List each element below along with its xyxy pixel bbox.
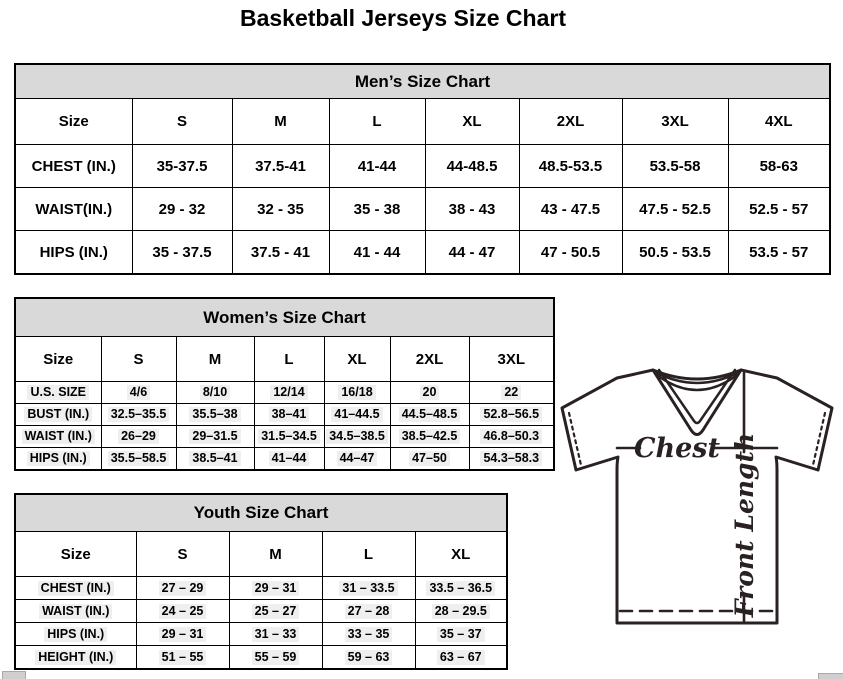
cell-value: 31.5–34.5 [258,429,320,444]
header-cell: M [229,532,322,577]
header-cell: 3XL [622,99,728,145]
cell-value: 46.8–50.3 [480,429,542,444]
size-cell [229,646,322,670]
table-row [15,382,554,404]
header-cell: S [136,532,229,577]
header-cell: XL [425,99,519,145]
size-cell: 53.5 - 57 [728,231,830,275]
size-cell [390,426,469,448]
cell-value: CHEST (IN.) [38,581,114,596]
cell-value: 27 – 29 [159,581,207,596]
jersey-measurement-diagram [556,364,843,638]
size-cell [176,404,254,426]
cell-value: 28 – 29.5 [432,604,490,619]
cell-value: 31 – 33 [252,627,300,642]
size-cell: 35-37.5 [132,145,232,188]
size-cell [415,600,507,623]
header-cell: 3XL [469,337,554,382]
size-cell [101,404,176,426]
size-cell: 41 - 44 [329,231,425,275]
cell-value: 51 – 55 [159,650,207,665]
header-cell: L [329,99,425,145]
cell-value: 29 – 31 [252,581,300,596]
size-cell [469,448,554,471]
row-label [15,646,136,670]
cell-value: 12/14 [270,385,307,400]
page-bottom-fragment-right [818,673,843,679]
size-cell [390,448,469,471]
size-cell [176,382,254,404]
cell-value: 59 – 63 [345,650,393,665]
table-row [15,426,554,448]
cell-value: 33.5 – 36.5 [426,581,495,596]
size-cell: 47.5 - 52.5 [622,188,728,231]
size-cell [469,382,554,404]
table-row [15,448,554,471]
cell-value: 16/18 [338,385,375,400]
row-label [15,577,136,600]
cell-value: 31 – 33.5 [339,581,397,596]
size-cell: 44-48.5 [425,145,519,188]
header-cell: 2XL [390,337,469,382]
cell-value: 35 – 37 [437,627,485,642]
cell-value: 63 – 67 [437,650,485,665]
size-cell [254,404,324,426]
cell-value: HEIGHT (IN.) [35,650,116,665]
size-cell: 52.5 - 57 [728,188,830,231]
size-cell [176,426,254,448]
table-row [15,188,830,231]
size-cell [469,404,554,426]
size-cell [415,623,507,646]
size-cell [136,646,229,670]
size-cell [229,600,322,623]
cell-value: 54.3–58.3 [480,451,542,466]
size-cell [101,448,176,471]
cell-value: 25 – 27 [252,604,300,619]
header-cell: XL [324,337,390,382]
cell-value: 47–50 [409,451,450,466]
size-cell: 53.5-58 [622,145,728,188]
cell-value: 29 – 31 [159,627,207,642]
header-cell: XL [415,532,507,577]
size-cell [324,404,390,426]
table-row [15,145,830,188]
cell-value: 4/6 [127,385,150,400]
size-cell [322,646,415,670]
page-title: Basketball Jerseys Size Chart [239,5,566,31]
size-cell: 43 - 47.5 [519,188,622,231]
cell-value: U.S. SIZE [27,385,89,400]
header-cell: 2XL [519,99,622,145]
chest-label: Chest [634,433,720,464]
size-cell [229,577,322,600]
table-row [15,231,830,275]
row-label: WAIST(IN.) [15,188,132,231]
cell-value: 26–29 [118,429,159,444]
header-cell: Size [15,532,136,577]
header-cell: M [232,99,329,145]
header-cell: S [132,99,232,145]
table-row [15,404,554,426]
womens-size-table [14,297,555,471]
size-cell [324,426,390,448]
size-cell [415,646,507,670]
size-cell: 38 - 43 [425,188,519,231]
size-cell [101,382,176,404]
front-length-label: Front Length [730,432,759,618]
table-row [15,494,507,532]
row-label: HIPS (IN.) [15,231,132,275]
size-cell [390,382,469,404]
size-cell: 44 - 47 [425,231,519,275]
header-cell: Size [15,99,132,145]
size-cell [136,623,229,646]
header-cell: M [176,337,254,382]
header-cell: L [254,337,324,382]
row-label [15,623,136,646]
row-label [15,600,136,623]
header-cell: S [101,337,176,382]
table-row [15,577,507,600]
size-cell: 32 - 35 [232,188,329,231]
row-label [15,404,101,426]
cell-value: 35.5–38 [189,407,240,422]
cell-value: 34.5–38.5 [326,429,388,444]
cell-value: HIPS (IN.) [44,627,107,642]
cell-value: 38.5–41 [189,451,240,466]
cell-value: HIPS (IN.) [27,451,90,466]
header-cell: Size [15,337,101,382]
row-label [15,382,101,404]
cell-value: 35.5–58.5 [108,451,170,466]
cell-value: 20 [420,385,440,400]
size-cell [390,404,469,426]
size-cell [322,600,415,623]
cell-value: 41–44 [269,451,310,466]
size-cell [324,382,390,404]
size-cell [254,382,324,404]
cell-value: 52.8–56.5 [480,407,542,422]
cell-value: 38–41 [269,407,310,422]
size-cell: 35 - 38 [329,188,425,231]
size-cell [322,623,415,646]
cell-value: 27 – 28 [345,604,393,619]
size-cell: 29 - 32 [132,188,232,231]
cell-value: WAIST (IN.) [22,429,95,444]
cell-value: 33 – 35 [345,627,393,642]
table-row [15,337,554,382]
cell-value: 38.5–42.5 [399,429,461,444]
table-row [15,646,507,670]
size-cell: 37.5-41 [232,145,329,188]
header-cell: L [322,532,415,577]
table-row [15,623,507,646]
size-cell: 58-63 [728,145,830,188]
size-cell [254,426,324,448]
size-cell: 48.5-53.5 [519,145,622,188]
size-cell [324,448,390,471]
youth-size-table [14,493,508,670]
size-cell: 37.5 - 41 [232,231,329,275]
size-cell [176,448,254,471]
cell-value: 32.5–35.5 [108,407,170,422]
cell-value: 55 – 59 [252,650,300,665]
size-cell [415,577,507,600]
size-cell [254,448,324,471]
table-row [15,298,554,337]
cell-value: WAIST (IN.) [39,604,112,619]
cell-value: 22 [501,385,521,400]
cell-value: BUST (IN.) [24,407,92,422]
row-label [15,426,101,448]
row-label: CHEST (IN.) [15,145,132,188]
womens-table-title: Women’s Size Chart [15,298,554,337]
size-cell [469,426,554,448]
cell-value: 44.5–48.5 [399,407,461,422]
size-cell: 41-44 [329,145,425,188]
youth-table-title: Youth Size Chart [15,494,507,532]
size-cell [136,577,229,600]
table-row [15,99,830,145]
table-row [15,600,507,623]
cell-value: 44–47 [337,451,378,466]
cell-value: 41–44.5 [331,407,382,422]
cell-value: 8/10 [200,385,230,400]
mens-table-title: Men’s Size Chart [15,64,830,99]
size-cell: 47 - 50.5 [519,231,622,275]
size-cell [229,623,322,646]
size-cell [322,577,415,600]
jersey-outline [562,370,832,623]
size-cell: 50.5 - 53.5 [622,231,728,275]
page-bottom-fragment-left [2,671,26,679]
size-cell: 35 - 37.5 [132,231,232,275]
row-label [15,448,101,471]
table-row [15,64,830,99]
size-cell [136,600,229,623]
header-cell: 4XL [728,99,830,145]
mens-size-table [14,63,831,275]
cell-value: 29–31.5 [189,429,240,444]
cell-value: 24 – 25 [159,604,207,619]
table-row [15,532,507,577]
size-cell [101,426,176,448]
